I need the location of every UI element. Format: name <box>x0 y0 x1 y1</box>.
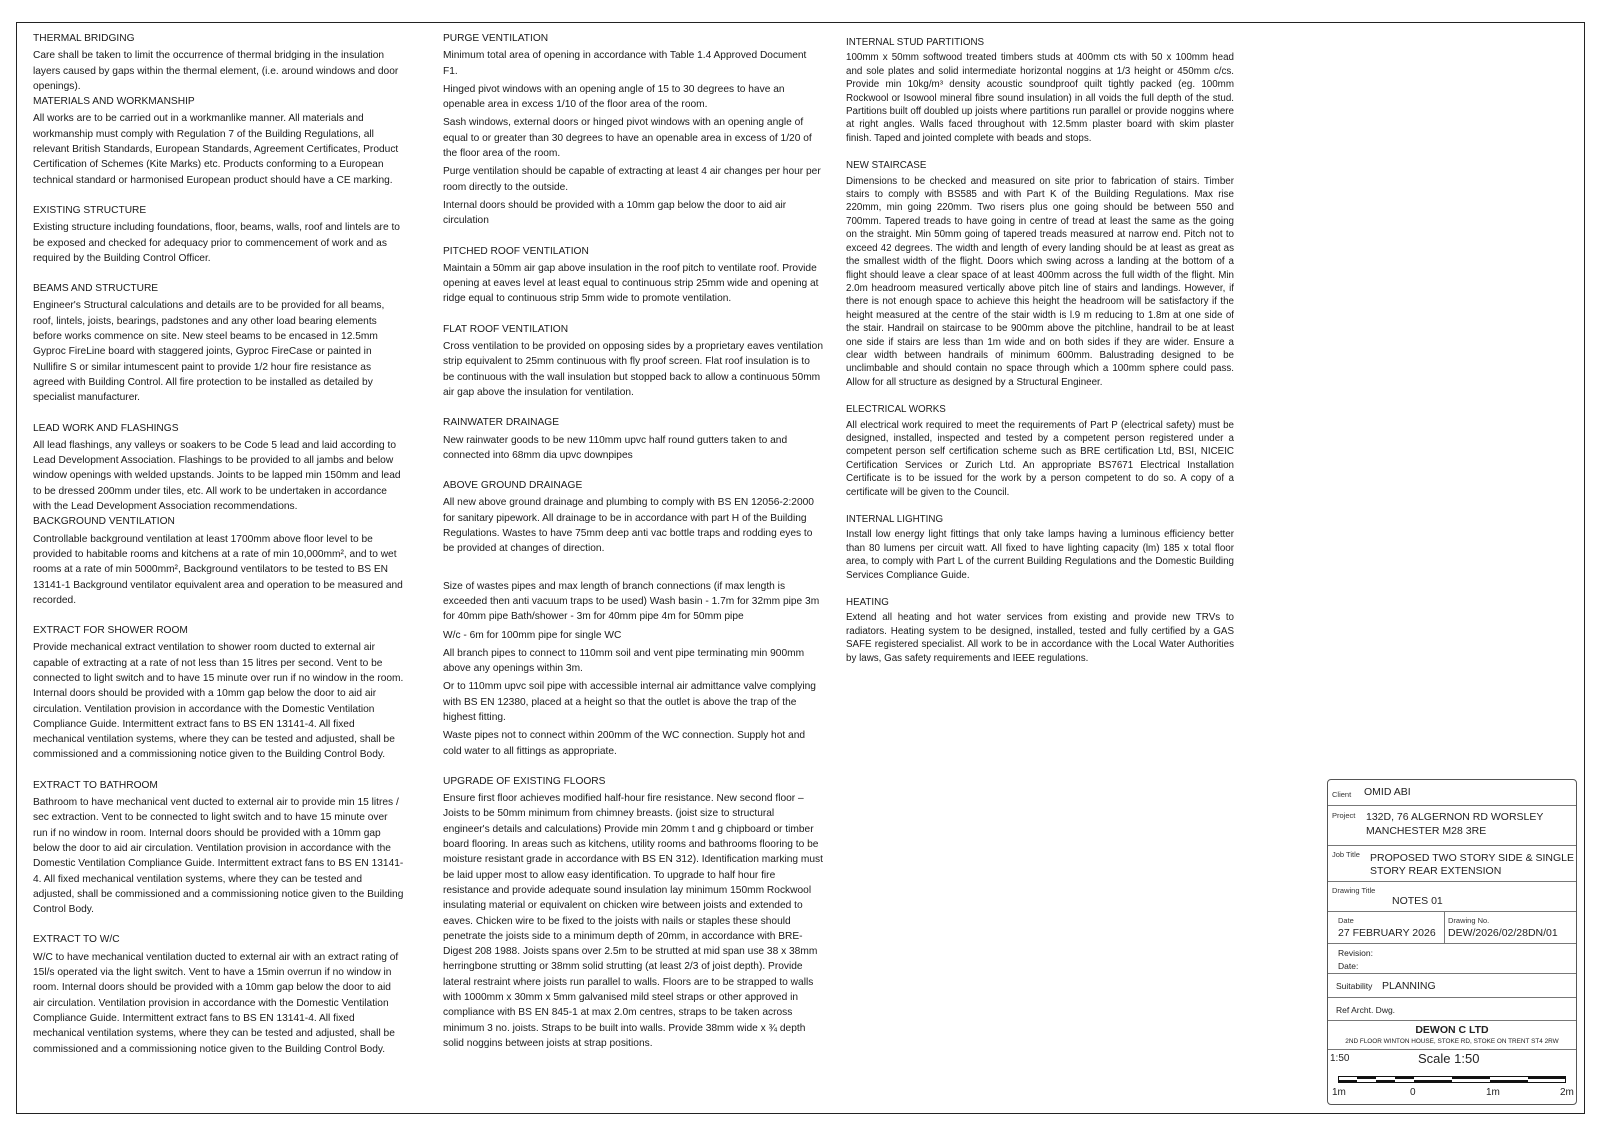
section-paragraph: Cross ventilation to be provided on opposing sides by a proprietary eaves ventilation strip equivalent to 25mm continuous with fly proof screen. Flat roof insulation is to be continuous with the wall insulation but stopped back to allow a continuous 50mm air gap above the insulation for ventilation. <box>443 341 823 398</box>
title-block <box>1327 779 1577 1105</box>
section-heading: BEAMS AND STRUCTURE <box>33 283 159 295</box>
section-paragraph: All works are to be carried out in a workmanlike manner. All materials and workmanship must comply with Regulation 7 of the Building Regulations, all relevant British Standards, European Standards, Agreement Certificates, Product Certification of Schemes (Kite Marks) etc. Products conforming to a European technical standard or harmonised European product should have a CE marking. <box>33 113 399 186</box>
scale-tick-label: 1m <box>1332 1087 1346 1098</box>
section-paragraph: 100mm x 50mm softwood treated timbers studs at 400mm cts with 50 x 100mm head and sole plates and solid intermediate horizontal noggins at 1/3 height or 450mm c/cs. Provide min 10kg/m³ density acoustic soundproof quilt tightly packed (eg. 100mm Rockwool or Isowool mineral fibre sound insulation) in all voids the full depth of the stud. Partitions built off doubled up joists where partitions run parallel or provide noggins where at right angles. Walls faced throughout with 12.5mm plaster board with skim plaster finish. Taped and jointed complete with beads and stops. <box>846 52 1234 144</box>
section-heading: FLAT ROOF VENTILATION <box>443 323 569 335</box>
section-heading: PURGE VENTILATION <box>443 33 549 44</box>
section-paragraph: Extend all heating and hot water services from existing and provide new TRVs to radiators. Heating system to be designed, installed, tested and fully certified by a GAS SAFE registered specialist. All work to be in accordance with the Local Water Authorities by laws, Gas safety requirements and IEEE regulations. <box>846 612 1234 664</box>
note-section <box>443 322 823 400</box>
section-paragraph: New rainwater goods to be new 110mm upvc half round gutters taken to and connected into 68mm dia upvc downpipes <box>443 434 788 461</box>
note-section <box>33 421 405 515</box>
section-heading: EXTRACT FOR SHOWER ROOM <box>33 625 188 637</box>
date-divider <box>1444 912 1445 943</box>
section-heading: NEW STAIRCASE <box>846 160 927 172</box>
note-section <box>33 623 405 763</box>
section-paragraph: Engineer's Structural calculations and details are to be provided for all beams, roof, lintels, joists, bearings, padstones and any other load bearing elements before works commence on site. New steel beams to be encased in 12.5mm Gyproc FireLine board with staggered joints, Gyproc FireCase or painted in Nullifire S or similar intumescent paint to provide 1/2 hour fire resistance as agreed with Building Control. All fire protection to be installed as detailed by specialist manufacturer. <box>33 300 385 404</box>
scale-tick-label: 0 <box>1410 1087 1416 1098</box>
section-paragraph: Maintain a 50mm air gap above insulation in the roof pitch to ventilate roof. Provide opening at eaves level at least equal to continuous strip 25mm wide and opening at ridge equal to continuous strip 5mm wide to promote ventilation. <box>443 262 819 305</box>
note-section <box>846 159 1234 389</box>
section-paragraph: Controllable background ventilation at least 1700mm above floor level to be provided to habitable rooms and kitchens at a rate of min 10,000mm², and to wet rooms at a rate of min 5000mm², Background ventilators to be tested to BS EN 13141-1 Background ventilator equivalent area and operation to be measured and recorded. <box>33 533 403 606</box>
section-paragraph: Existing structure including foundations, floor, beams, walls, roof and lintels are to be exposed and checked for adequacy prior to commencement of work and as required by the Building Control Officer. <box>33 222 400 264</box>
section-paragraph: Sash windows, external doors or hinged pivot windows with an opening angle of equal to or greater than 30 degrees to have an openable area in excess of 1/20 of the floor area of the room. <box>443 117 812 160</box>
job-title-label: Job Title <box>1332 850 1360 859</box>
scale-bar-outline <box>1338 1076 1566 1083</box>
scale-row <box>1328 1050 1576 1104</box>
note-section <box>33 932 405 1056</box>
section-heading: EXTRACT TO W/C <box>33 934 120 946</box>
job-title-row <box>1328 846 1576 882</box>
note-section <box>443 31 823 229</box>
section-heading: LEAD WORK AND FLASHINGS <box>33 422 179 434</box>
section-paragraph: All lead flashings, any valleys or soakers to be Code 5 lead and laid according to Lead Development Association. Flashings to be provided to all jambs and below window openings with welded upstands. Joints to be lapped min 150mm and lead to be dressed 200mm under tiles, etc. All work to be undertaken in accordance with the Lead Development Association recommendations. <box>33 439 401 513</box>
section-paragraph: Hinged pivot windows with an opening angle of 15 to 30 degrees to have an openable area in excess 1/10 of the floor area of the room. <box>443 83 785 111</box>
section-paragraph: Minimum total area of opening in accordance with Table 1.4 Approved Document F1. <box>443 50 807 77</box>
section-heading: BACKGROUND VENTILATION <box>33 516 175 528</box>
notes-column-2 <box>443 31 823 1051</box>
note-section <box>443 579 823 759</box>
section-paragraph: W/c - 6m for 100mm pipe for single WC <box>443 629 622 641</box>
section-paragraph: Care shall be taken to limit the occurrence of thermal bridging in the insulation layers caused by gaps within the thermal element, (i.e. around windows and door openings). <box>33 50 399 92</box>
client-label: Client <box>1332 790 1352 799</box>
note-section <box>33 514 405 608</box>
note-section <box>33 778 405 918</box>
section-heading: ABOVE GROUND DRAINAGE <box>443 480 583 492</box>
client-row <box>1328 780 1576 806</box>
suitability-row <box>1328 974 1576 998</box>
note-section <box>33 203 405 266</box>
date-drawing-row <box>1328 912 1576 944</box>
note-section <box>443 415 823 463</box>
drawing-title-label: Drawing Title <box>1332 886 1376 895</box>
note-section <box>846 403 1234 499</box>
section-heading: RAINWATER DRAINAGE <box>443 417 560 429</box>
note-section <box>443 774 823 1051</box>
ref-row <box>1328 998 1576 1021</box>
note-section <box>33 94 405 188</box>
section-paragraph: Provide mechanical extract ventilation to shower room ducted to external air capable of extracting at a rate of not less than 15 litres per second. Vent to be connected to light switch and to have 15 minute over run if no window in the room. Internal doors should be provided with a 10mm gap below the door to aid air circulation. Ventilation provision in accordance with the Domestic Ventilation Compliance Guide. Intermittent extract fans to BS EN 13141-4. All fixed mechanical ventilation systems, where they can be tested and adjusted, shall be commissioned and a commissioning notice given to the Building Control Body. <box>33 642 404 761</box>
note-section <box>846 36 1234 145</box>
project-label: Project <box>1332 811 1356 820</box>
suitability-value: PLANNING <box>1382 980 1436 992</box>
project-row <box>1328 806 1576 846</box>
job-title-line1: PROPOSED TWO STORY SIDE & SINGLE <box>1370 852 1575 864</box>
section-paragraph: Purge ventilation should be capable of extracting at least 4 air changes per hour per room directly to the outside. <box>443 166 821 193</box>
revision-date-label: Date: <box>1338 961 1359 971</box>
section-heading: INTERNAL LIGHTING <box>846 514 944 525</box>
ref-architect-drawing-label: Ref Archt. Dwg. <box>1336 1005 1396 1015</box>
section-paragraph: Ensure first floor achieves modified half-hour fire resistance. New second floor –Joists to be 50mm minimum from chimney breasts. (joist size to structural engineer's details and calculations) Provide min 20mm t and g chipboard or timber board flooring. In areas such as kitchens, utility rooms and bathrooms flooring to be moisture resistant grade in accordance with BS EN 312). Identification marking must be laid upper most to allow easy identification. To upgrade to half hour fire resistance and provide adequate sound insulation lay minimum 150mm Rockwool insulating material or equivalent on chicken wire between joists and extended to eaves. Chicken wire to be fixed to the joists with nails or staples these should penetrate the joists side to a minimum depth of 20mm, in accordance with BRE-Digest 208 1988. Joists spans over 2.5m to be strutted at mid span use 38 x 38mm herringbone strutting or 38mm solid strutting (at least 2/3 of joist depth). Provide lateral restraint where joists run parallel to walls. Floors are to be strapped to walls with 1000mm x 30mm x 5mm galvanised mild steel straps or other approved in compliance with BS EN 845-1 at max 2.0m centres, straps to be taken across minimum 3 no. joists. Straps to be built into walls. Provide 38mm wide x ¾ depth solid noggins between joists at strap positions. <box>443 793 823 1049</box>
scale-short: 1:50 <box>1330 1053 1350 1064</box>
company-row <box>1328 1021 1576 1050</box>
note-section <box>846 513 1234 582</box>
scale-bar <box>1338 1076 1566 1083</box>
section-heading: UPGRADE OF EXISTING FLOORS <box>443 775 606 787</box>
section-heading: INTERNAL STUD PARTITIONS <box>846 37 985 48</box>
note-section <box>33 281 405 405</box>
revision-label: Revision: <box>1338 948 1373 958</box>
section-heading: EXTRACT TO BATHROOM <box>33 779 158 791</box>
note-section <box>33 31 405 94</box>
scale-label: Scale 1:50 <box>1418 1051 1480 1066</box>
job-title-line2: STORY REAR EXTENSION <box>1370 865 1502 877</box>
note-section <box>846 596 1234 665</box>
company-address: 2ND FLOOR WINTON HOUSE, STOKE RD, STOKE ON TRENT ST4 2RW <box>1345 1038 1559 1045</box>
notes-column-3 <box>846 36 1234 665</box>
revision-row <box>1328 944 1576 974</box>
drawing-no-label: Drawing No. <box>1448 916 1490 925</box>
notes-column-1 <box>33 31 405 1057</box>
section-heading: ELECTRICAL WORKS <box>846 404 946 416</box>
company-name: DEWON C LTD <box>1415 1024 1489 1036</box>
section-paragraph: Bathroom to have mechanical vent ducted to external air to provide min 15 litres / sec extraction. Vent to be connected to light switch and to have 15 minute over run if no window in room. Internal doors should be provided with a 10mm gap below the door to aid air circulation. Ventilation provision in accordance with the Domestic Ventilation Compliance Guide. Intermittent extract fans to BS EN 13141-4. All fixed mechanical ventilation systems, where they can be tested and adjusted, shall be commissioned and a commissioning notice given to the Building Control Body. <box>33 797 404 916</box>
section-paragraph: Or to 110mm upvc soil pipe with accessible internal air admittance valve complying with BS EN 12380, placed at a height so that the outlet is above the trap of the highest fitting. <box>443 681 816 723</box>
section-paragraph: Waste pipes not to connect within 200mm of the WC connection. Supply hot and cold water to all fittings as appropriate. <box>443 730 806 757</box>
section-heading: PITCHED ROOF VENTILATION <box>443 245 589 257</box>
date-value: 27 FEBRUARY 2026 <box>1338 927 1436 939</box>
section-heading: THERMAL BRIDGING <box>33 33 135 44</box>
section-heading: MATERIALS AND WORKMANSHIP <box>33 96 195 108</box>
suitability-label: Suitability <box>1336 981 1373 991</box>
note-section <box>443 478 823 556</box>
project-address-line1: 132D, 76 ALGERNON RD WORSLEY <box>1366 811 1544 823</box>
drawing-title: NOTES 01 <box>1392 895 1443 907</box>
section-paragraph: All branch pipes to connect to 110mm soil and vent pipe terminating min 900mm above any openings within 3m. <box>443 647 805 675</box>
section-paragraph: Dimensions to be checked and measured on site prior to fabrication of stairs. Timber stairs to comply with BS585 and with Part K of the Building Regulations. Max rise 220mm, min going 220mm. Two risers plus one going should be between 550 and 700mm. Tapered treads to have going in centre of tread at least the same as the going on the straight. Min 50mm going of tapered treads measured at narrow end. Pitch not to exceed 42 degrees. The width and length of every landing should be at least as great as the smallest width of the flight. Doors which swing across a landing at the bottom of a flight should leave a clear space of at least 400mm across the full width of the flight. Min 2.0m headroom measured vertically above pitch line of stairs and landings. However, if there is not enough space to achieve this height the headroom will be satisfactory if the height measured at the centre of the stair width is l.9 m reducing to 1.8m at one side of the stair. Handrail on staircase to be 900mm above the pitchline, handrail to be at least one side if stairs are less than 1m wide and on both sides if they are wider. Ensure a clear width between handrails of minimum 600mm. Balustrading designed to be unclimbable and should contain no space through which a 100mm sphere could pass. Allow for all structure as designed by a Structural Engineer. <box>846 175 1234 388</box>
drawing-no-value: DEW/2026/02/28DN/01 <box>1448 927 1558 939</box>
scale-tick-label: 2m <box>1560 1087 1574 1098</box>
section-paragraph: Size of wastes pipes and max length of branch connections (if max length is exceeded then anti vacuum traps to be used) Wash basin - 1.7m for 32mm pipe 3m for 40mm pipe Bath/shower - 3m for 40mm pipe 4m for 50mm pipe <box>443 580 820 623</box>
scale-tick-label: 1m <box>1486 1087 1500 1098</box>
section-heading: HEATING <box>846 597 889 609</box>
client-name: OMID ABI <box>1364 786 1411 798</box>
section-heading: EXISTING STRUCTURE <box>33 204 147 216</box>
section-paragraph: All new above ground drainage and plumbing to comply with BS EN 12056-2:2000 for sanitary pipework. All drainage to be in accordance with part H of the Building Regulations. Wastes to have 75mm deep anti vac bottle traps and rodding eyes to be provided at changes of direction. <box>443 497 814 555</box>
project-address-line2: MANCHESTER M28 3RE <box>1366 825 1487 837</box>
section-paragraph: W/C to have mechanical ventilation ducted to external air with an extract rating of 15l/s operated via the light switch. Vent to have a 15min overrun if no window in room. Internal doors should be provided with a 10mm gap below the door to aid air circulation. Ventilation provision in accordance with the Domestic Ventilation Compliance Guide. Intermittent extract fans to BS EN 13141-4. All fixed mechanical ventilation systems, where they can be tested and adjusted, shall be commissioned and a commissioning notice given to the Building Control Body. <box>33 951 399 1055</box>
section-paragraph: All electrical work required to meet the requirements of Part P (electrical safety) must be designed, installed, inspected and tested by a competent person registered under a competent person self certification scheme such as BRE certification Ltd, BSI, NICEIC Certification Services or Zurich Ltd. An appropriate BS7671 Electrical Installation Certificate is to be issued for the work by a person competent to do so. A copy of a certificate will be given to the Council. <box>846 419 1234 498</box>
section-paragraph: Internal doors should be provided with a 10mm gap below the door to aid air circulation <box>443 199 787 227</box>
note-section <box>443 244 823 307</box>
date-label: Date <box>1338 916 1354 925</box>
section-paragraph: Install low energy light fittings that only take lamps having a luminous efficiency better than 80 lumens per circuit watt. All fixed to have lighting capacity (lm) 185 x total floor area, to comply with Part L of the current Building Regulations and the Domestic Building Services Compliance Guide. <box>846 529 1234 581</box>
drawing-title-row <box>1328 882 1576 912</box>
